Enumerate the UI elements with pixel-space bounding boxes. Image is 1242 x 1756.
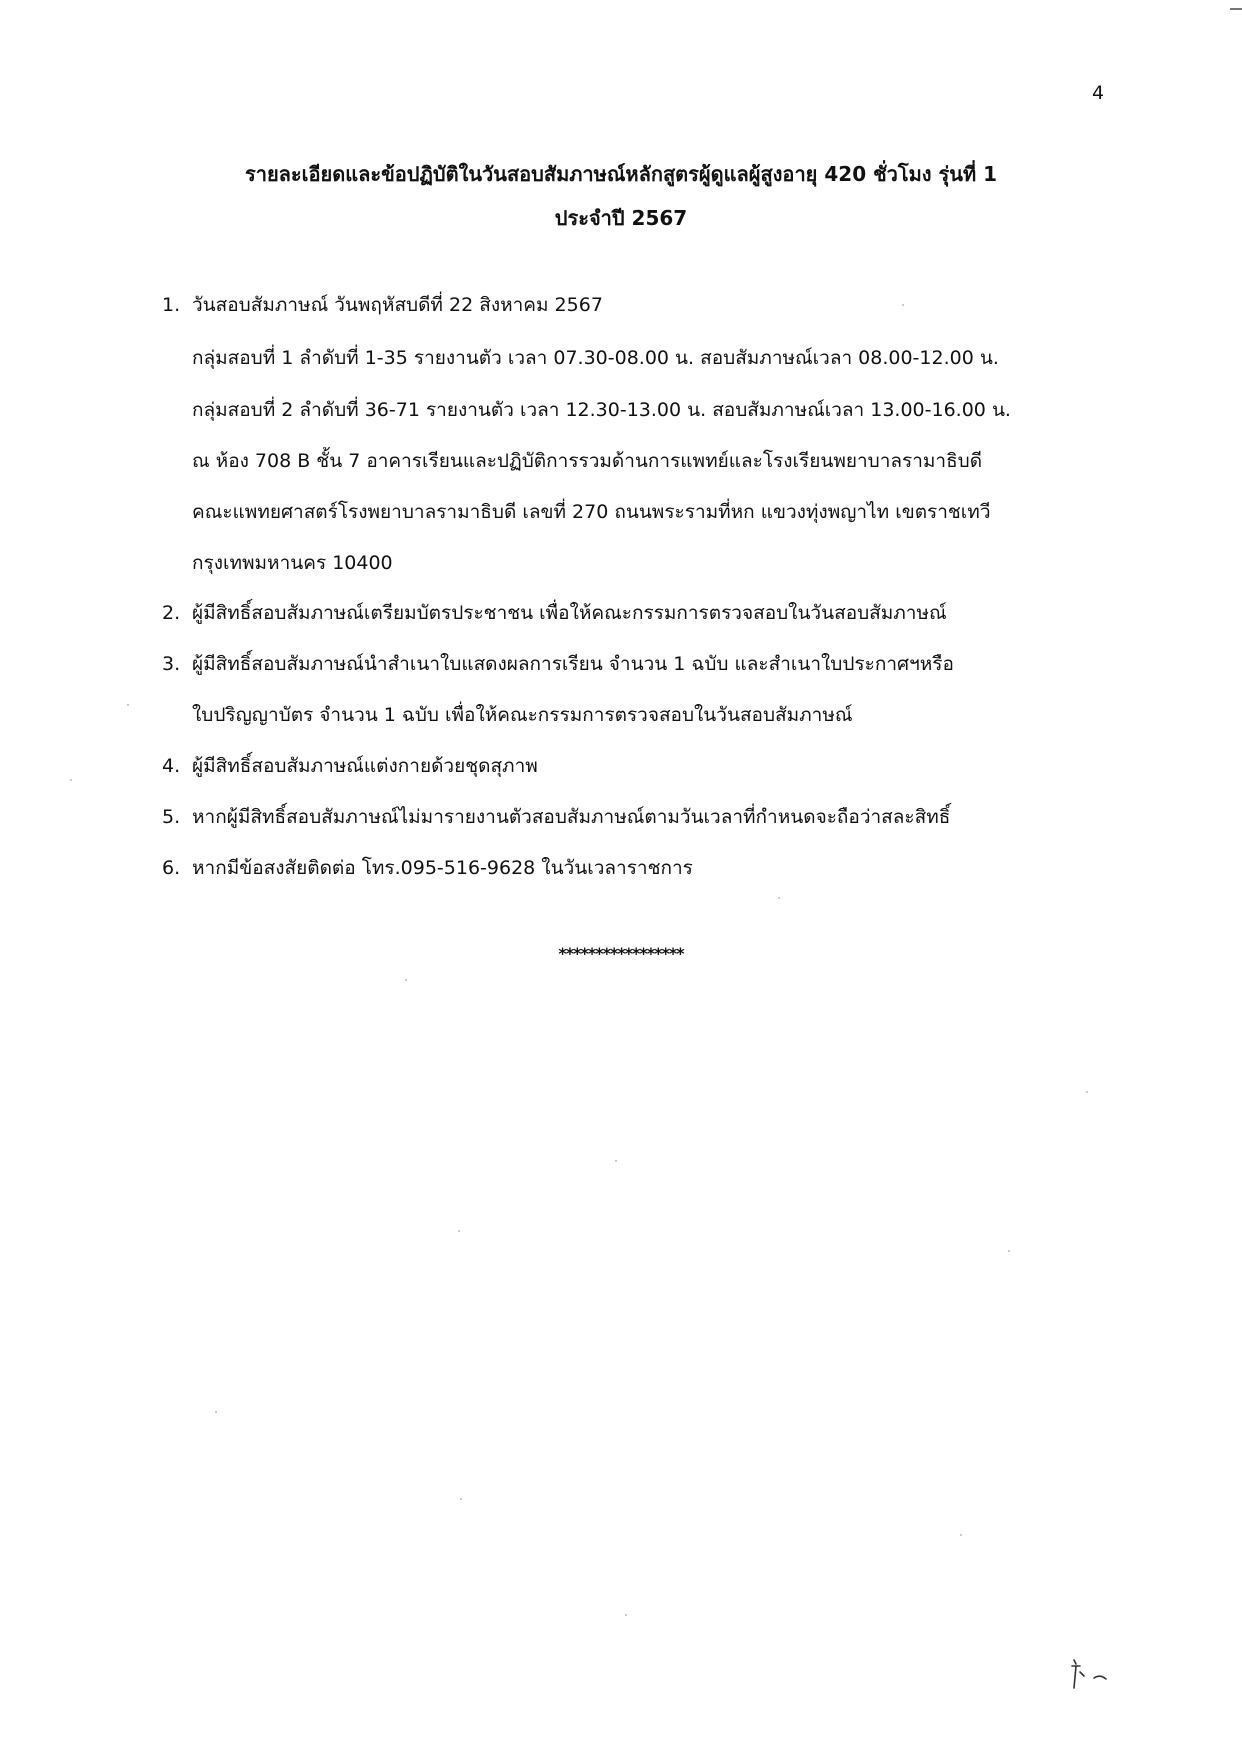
item-4-number: 4. bbox=[162, 755, 181, 777]
item-2-number: 2. bbox=[162, 602, 181, 624]
item-5-line-1: หากผู้มีสิทธิ์สอบสัมภาษณ์ไม่มารายงานตัวสอบสัมภาษณ์ตามวันเวลาที่กำหนดจะถือว่าสละสิทธิ์ bbox=[192, 806, 951, 828]
separator-asterisks: ***************** bbox=[558, 944, 684, 963]
page-number: 4 bbox=[1092, 82, 1105, 104]
scan-speck bbox=[405, 979, 407, 981]
item-3-number: 3. bbox=[162, 653, 181, 675]
scan-speck bbox=[615, 1160, 617, 1162]
item-6-line-1: หากมีข้อสงสัยติดต่อ โทร.095-516-9628 ในวันเวลาราชการ bbox=[192, 857, 693, 879]
scan-speck bbox=[70, 779, 72, 781]
item-6-number: 6. bbox=[162, 857, 181, 879]
item-1-line-1: วันสอบสัมภาษณ์ วันพฤหัสบดีที่ 22 สิงหาคม 2567 bbox=[192, 294, 603, 316]
item-1-number: 1. bbox=[162, 294, 181, 316]
scan-speck bbox=[778, 897, 780, 899]
item-1-line-6: กรุงเทพมหานคร 10400 bbox=[192, 552, 393, 574]
item-2-line-1: ผู้มีสิทธิ์สอบสัมภาษณ์เตรียมบัตรประชาชน เพื่อให้คณะกรรมการตรวจสอบในวันสอบสัมภาษณ์ bbox=[192, 602, 947, 624]
item-1-line-3: กลุ่มสอบที่ 2 ลำดับที่ 36-71 รายงานตัว เวลา 12.30-13.00 น. สอบสัมภาษณ์เวลา 13.00-16.00 น. bbox=[192, 399, 1011, 421]
document-title-line-1: รายละเอียดและข้อปฏิบัติในวันสอบสัมภาษณ์หลักสูตรผู้ดูแลผู้สูงอายุ 420 ชั่วโมง รุ่นที่ 1 bbox=[244, 162, 998, 186]
scan-speck bbox=[1008, 1250, 1010, 1252]
document-title-line-2: ประจำปี 2567 bbox=[554, 206, 688, 230]
scan-edge-mark bbox=[1230, 8, 1242, 10]
scan-speck bbox=[1086, 1091, 1088, 1093]
scan-speck bbox=[960, 1534, 962, 1536]
scan-speck bbox=[215, 1411, 217, 1413]
handwritten-signature bbox=[1066, 1652, 1126, 1702]
item-4-line-1: ผู้มีสิทธิ์สอบสัมภาษณ์แต่งกายด้วยชุดสุภาพ bbox=[192, 755, 538, 777]
item-1-line-4: ณ ห้อง 708 B ชั้น 7 อาคารเรียนและปฏิบัติการรวมด้านการแพทย์และโรงเรียนพยาบาลรามาธิบดี bbox=[192, 450, 983, 472]
scan-speck bbox=[460, 1498, 462, 1500]
item-3-line-1: ผู้มีสิทธิ์สอบสัมภาษณ์นำสำเนาใบแสดงผลการเรียน จำนวน 1 ฉบับ และสำเนาใบประกาศฯหรือ bbox=[192, 653, 954, 675]
scan-speck bbox=[458, 1230, 460, 1232]
scan-speck bbox=[127, 704, 129, 706]
scan-speck bbox=[902, 304, 904, 306]
item-1-line-2: กลุ่มสอบที่ 1 ลำดับที่ 1-35 รายงานตัว เวลา 07.30-08.00 น. สอบสัมภาษณ์เวลา 08.00-12.00 น. bbox=[192, 347, 999, 369]
item-3-line-2: ใบปริญญาบัตร จำนวน 1 ฉบับ เพื่อให้คณะกรรมการตรวจสอบในวันสอบสัมภาษณ์ bbox=[192, 704, 853, 726]
item-5-number: 5. bbox=[162, 806, 181, 828]
item-1-line-5: คณะแพทยศาสตร์โรงพยาบาลรามาธิบดี เลขที่ 270 ถนนพระรามที่หก แขวงทุ่งพญาไท เขตราชเทวี bbox=[192, 501, 991, 523]
scan-speck bbox=[625, 1614, 627, 1616]
